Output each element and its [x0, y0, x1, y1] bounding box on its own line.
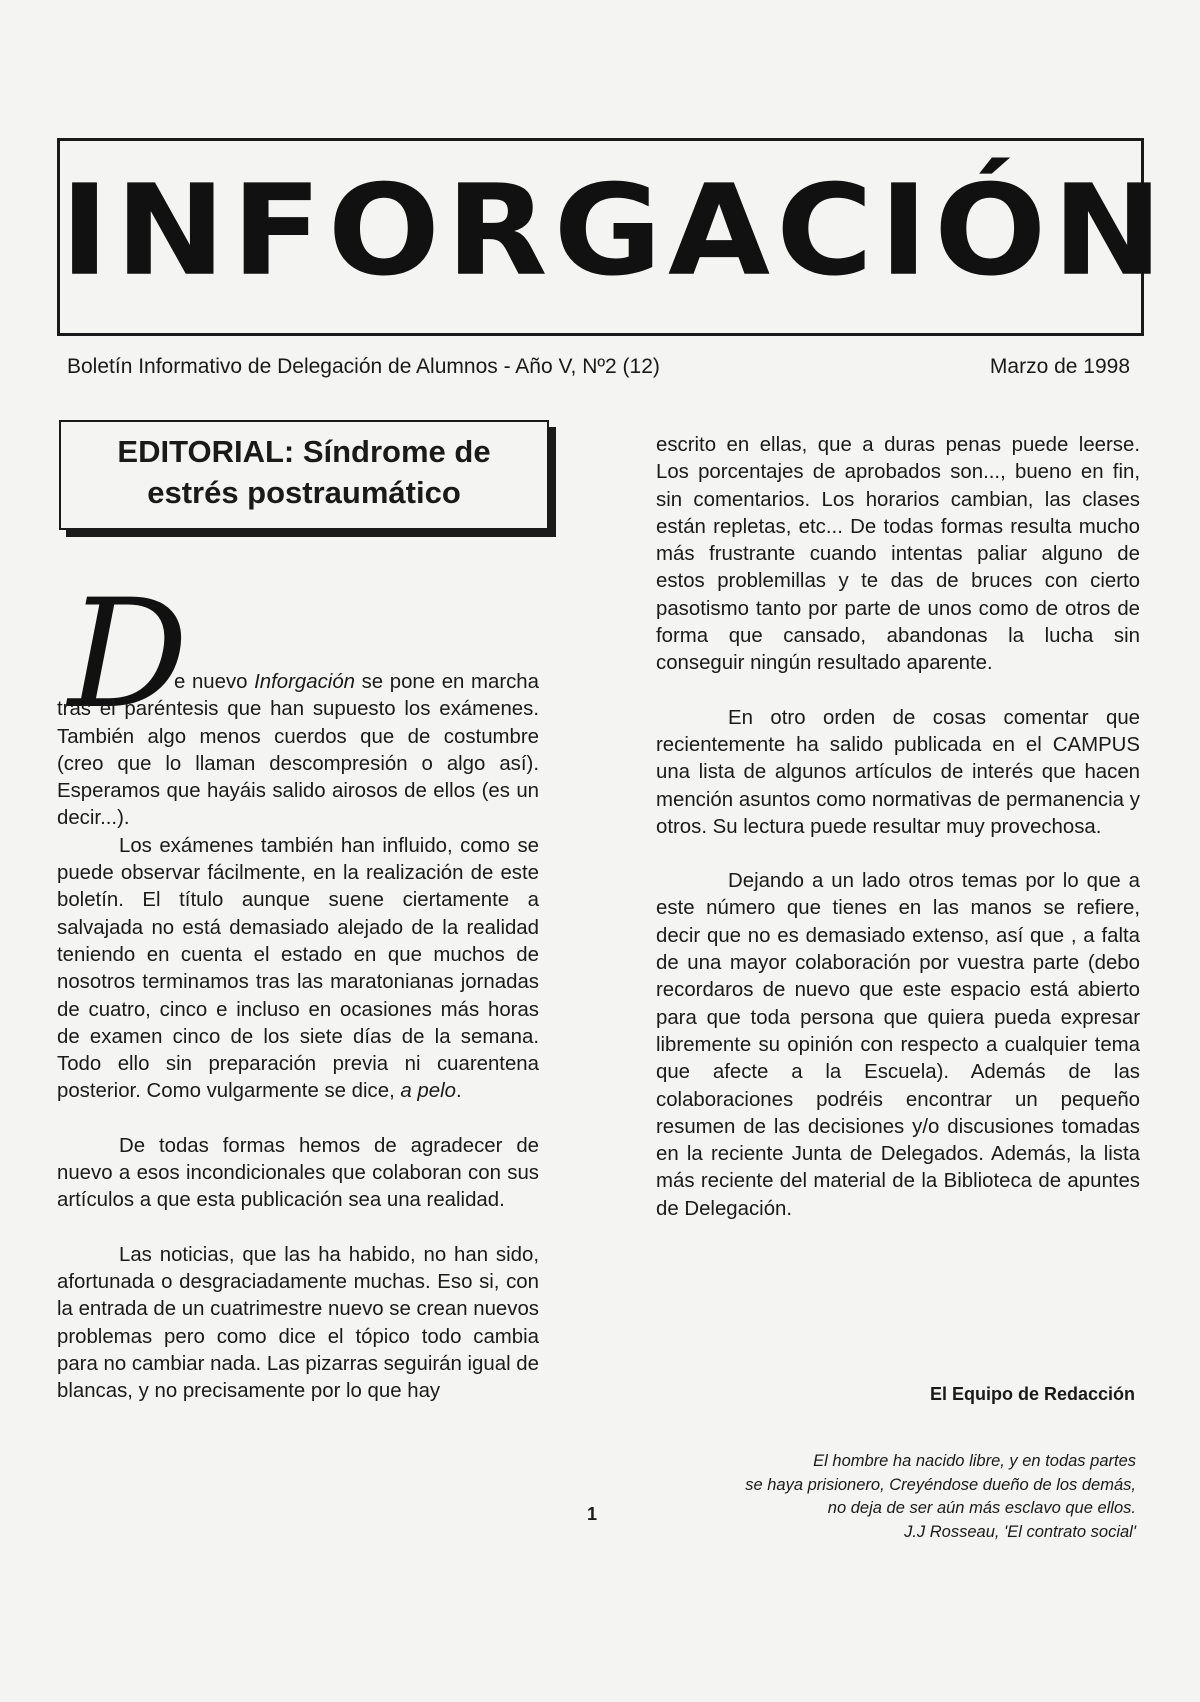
quote-line3: no deja de ser aún más esclavo que ellos. [827, 1499, 1136, 1517]
p1-text-a: e nuevo [174, 671, 255, 693]
quote-attribution: J.J Rosseau, 'El contrato social' [904, 1522, 1136, 1541]
editorial-heading-line2: estrés postraumático [147, 475, 461, 510]
masthead-frame [57, 138, 1169, 336]
quote-line1: El hombre ha nacido libre, y en todas partes [813, 1452, 1136, 1470]
paragraph-r1: escrito en ellas, que a duras penas puede leerse. Los porcentajes de aprobados son..., bueno en fin, sin comentarios. Los horarios cambian, las clases están repletas, etc... De todas formas resulta mucho más frustrante cuando intentas paliar alguno de estos problemillas y te das de bruces con cierto pasotismo tanto por parte de unos como de otros de forma que cansado, abandonas la lucha sin conseguir ningún resultado aparente. [656, 434, 1140, 675]
p2-text-c: . [455, 1080, 462, 1103]
paragraph-4: Las noticias, que las ha habido, no han sido, afortunada o desgraciadamente muchas. Eso si, con la entrada de un cuatrimestre nuevo se crean nuevos problemas pero como dice el tópico todo cambia para no cambiar nada. Las pizarras seguirán igual de blancas, y no precisamente por lo que hay [57, 1243, 539, 1403]
editorial-heading-line1: EDITORIAL: Síndrome de [117, 434, 491, 469]
drop-cap: D [68, 568, 189, 742]
issue-date: Marzo de 1998 [989, 355, 1130, 378]
paragraph-1 [57, 669, 539, 833]
paragraph-2 [57, 833, 539, 1106]
editorial-signature: El Equipo de Redacción [929, 1384, 1135, 1404]
paragraph-3: De todas formas hemos de agradecer de nuevo a esos incondicionales que colaboran con sus artículos a que esta publicación sea una realidad. [57, 1134, 539, 1212]
p1-text-c: se pone en marcha tras el paréntesis que han supuesto los exámenes. También algo menos cuerdos que de costumbre (creo que lo llaman descompresión o algo así). Esperamos que hayáis salido airosos de ellos (es un decir...). [57, 671, 539, 830]
page-number: 1 [587, 1504, 598, 1524]
paragraph-r2: En otro orden de cosas comentar que recientemente ha salido publicada en el CAMPUS una lista de algunos artículos de interés que hacen mención asuntos como normativas de permanencia y otros. Su lectura puede resultar muy provechosa. [656, 706, 1140, 838]
quote-line2: se haya prisionero, Creyéndose dueño de los demás, [745, 1475, 1136, 1494]
p1-publication-name: Inforgación [254, 671, 355, 693]
closing-quote [616, 1450, 1136, 1544]
left-column [57, 671, 539, 1405]
p2-italic: a pelo [400, 1080, 456, 1103]
right-column [656, 432, 1140, 1223]
paragraph-r3: Dejando a un lado otros temas por lo que a este número que tienes en las manos se refiere, decir que no es demasiado extenso, así que , a falta de una mayor colaboración por vuestra parte (debo recordaros de nuevo que este espacio está abierto para que toda persona que quiera pueda expresar libremente su opinión con respecto a cualquier tema que afecte a la Escuela). Además de las colaboraciones podréis encontrar un pequeño resumen de las decisiones y/o discusiones tomadas en la reciente Junta de Delegados. Además, la lista más reciente del material de la Biblioteca de apuntes de Delegación. [656, 870, 1140, 1220]
newsletter-subtitle: Boletín Informativo de Delegación de Alumnos - Año V, Nº2 (12) [67, 355, 660, 378]
editorial-heading-box [59, 420, 549, 530]
masthead-title: INFORGACIÓN [60, 157, 1169, 305]
p2-text-a: Los exámenes también han influido, como se puede observar fácilmente, en la realización de este boletín. El título aunque suene ciertamente a salvajada no está demasiado alejado de la realidad teniendo en cuenta el estado en que muchos de nosotros terminamos tras las maratonianas jornadas de cuatro, cinco e incluso en ocasiones más horas de examen cinco de los siete días de la semana. Todo ello sin preparación previa ni cuarentena posterior. Como vulgarmente se dice, [57, 834, 539, 1103]
